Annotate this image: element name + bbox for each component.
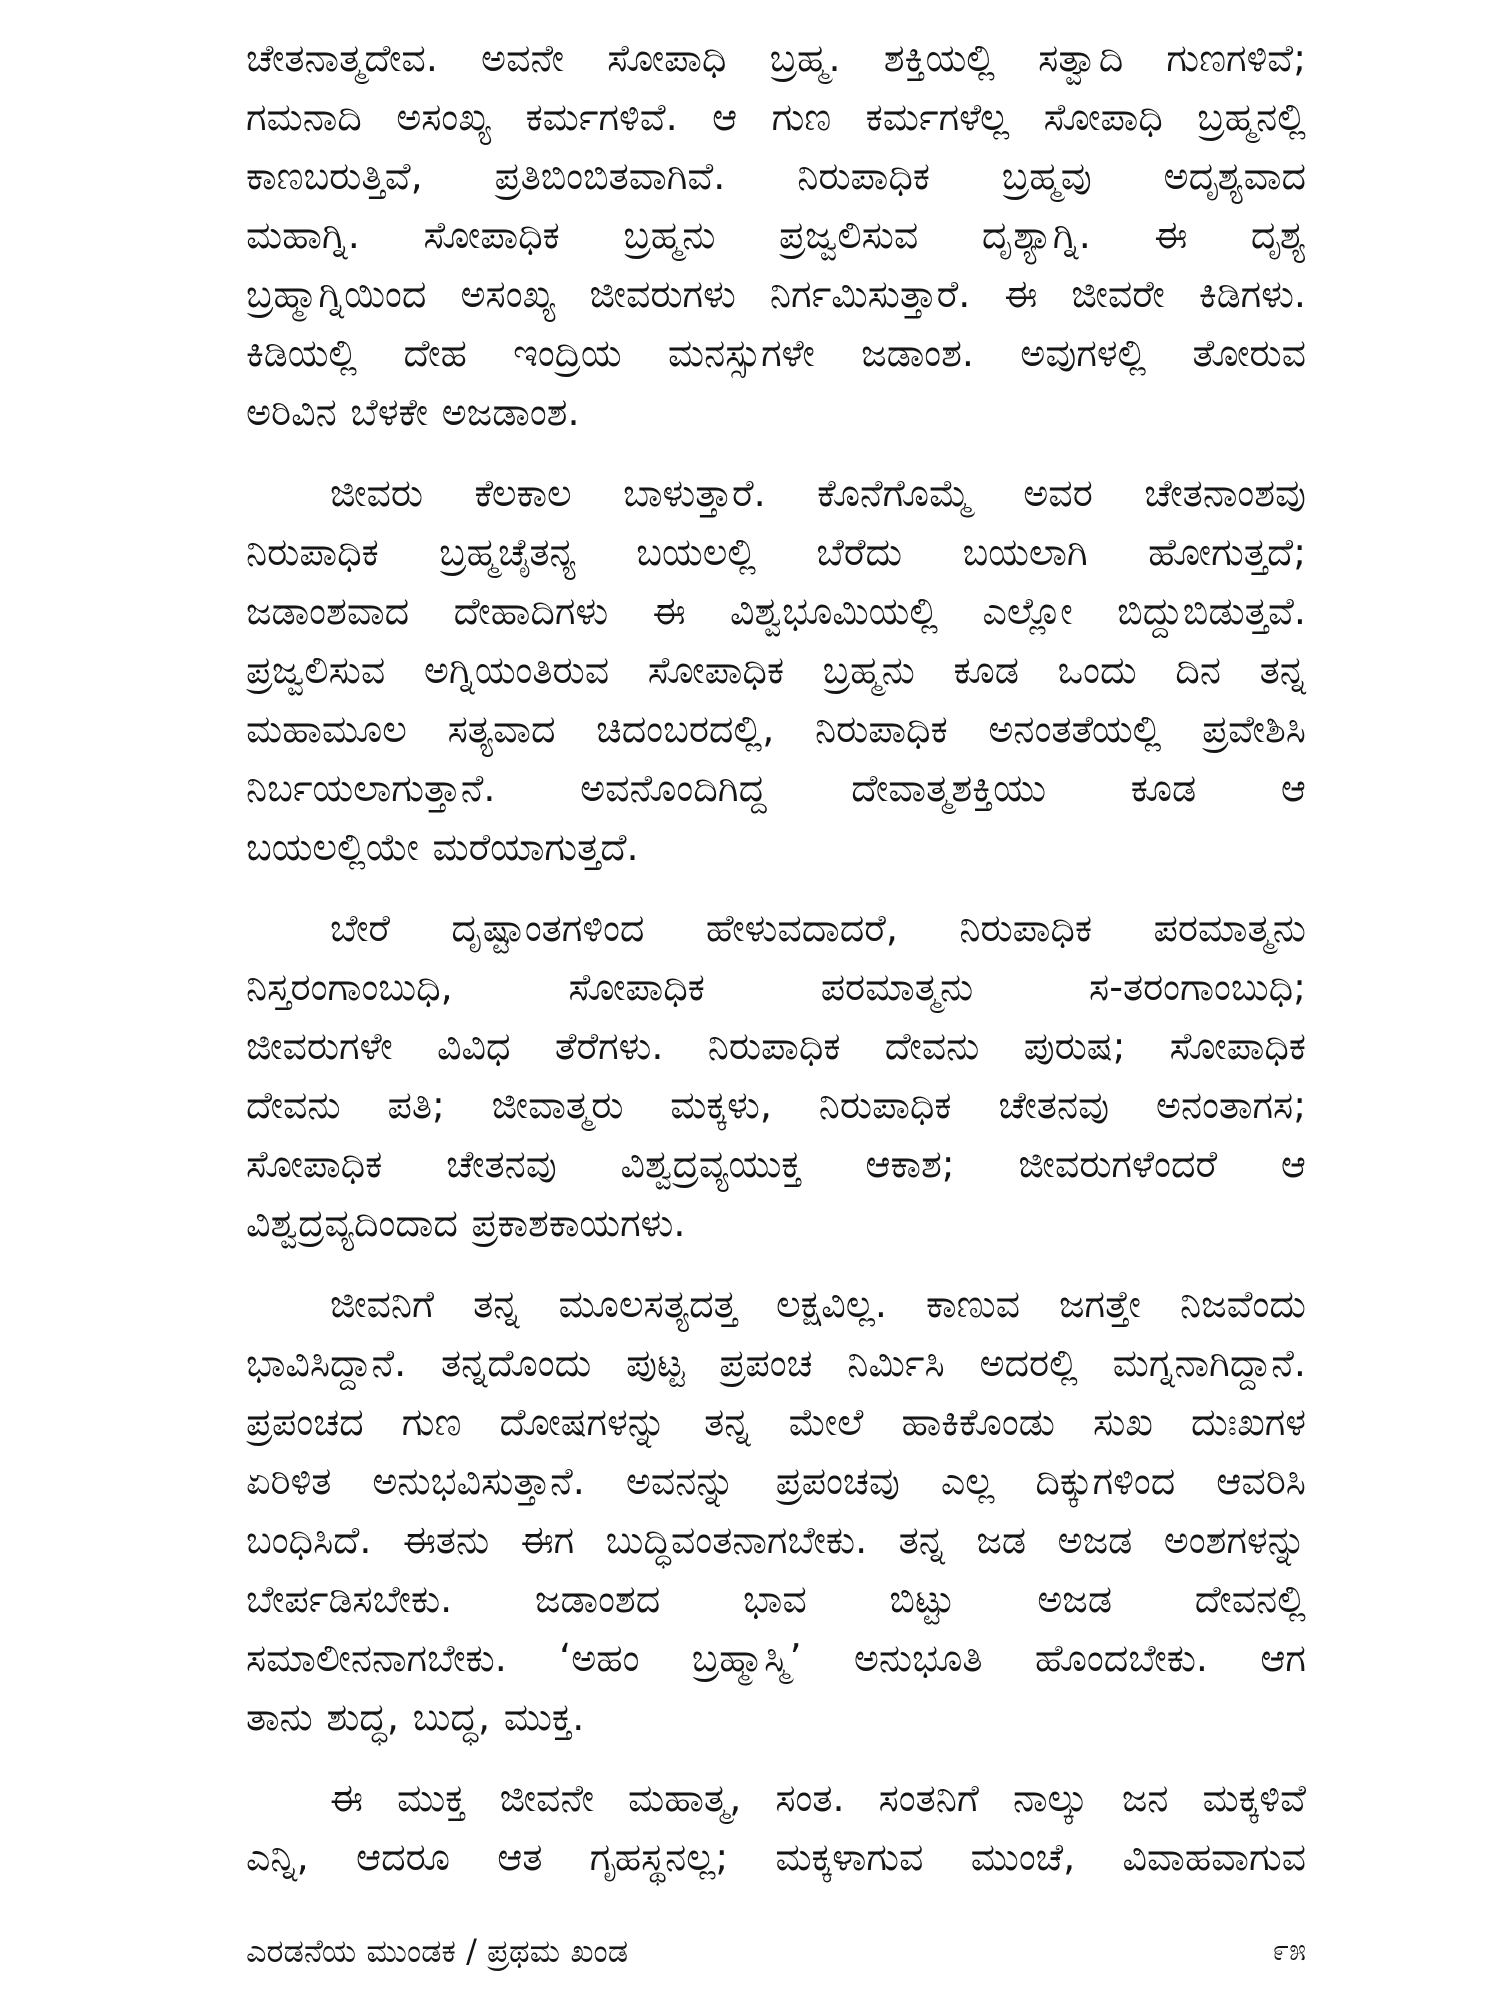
text-line: ಕಾಣಬರುತ್ತಿವೆ, ಪ್ರತಿಬಿಂಬಿತವಾಗಿವೆ. ನಿರುಪಾಧಿಕ ಬ್ರಹ್ಮವು ಅದೃಶ್ಯವಾದ xyxy=(246,154,1306,198)
page-number: ೯೫ xyxy=(1272,1933,1306,1968)
text-line: ಮಹಾಮೂಲ ಸತ್ಯವಾದ ಚಿದಂಬರದಲ್ಲಿ, ನಿರುಪಾಧಿಕ ಅನಂತತೆಯಲ್ಲಿ ಪ್ರವೇಶಿಸಿ xyxy=(246,707,1306,751)
text-line: ಜೀವನಿಗೆ ತನ್ನ ಮೂಲಸತ್ಯದತ್ತ ಲಕ್ಷವಿಲ್ಲ. ಕಾಣುವ ಜಗತ್ತೇ ನಿಜವೆಂದು xyxy=(330,1282,1306,1326)
text-line: ವಿಶ್ವದ್ರವ್ಯದಿಂದಾದ ಪ್ರಕಾಶಕಾಯಗಳು. xyxy=(246,1201,686,1245)
text-line: ಬಂಧಿಸಿದೆ. ಈತನು ಈಗ ಬುದ್ಧಿವಂತನಾಗಬೇಕು. ತನ್ನ ಜಡ ಅಜಡ ಅಂಶಗಳನ್ನು xyxy=(246,1518,1306,1562)
paragraph xyxy=(246,1275,1306,1747)
text-line: ಕಿಡಿಯಲ್ಲಿ ದೇಹ ಇಂದ್ರಿಯ ಮನಸ್ಸುಗಳೇ ಜಡಾಂಶ. ಅವುಗಳಲ್ಲಿ ತೋರುವ xyxy=(246,331,1306,375)
text-line: ಮಹಾಗ್ನಿ. ಸೋಪಾಧಿಕ ಬ್ರಹ್ಮನು ಪ್ರಜ್ವಲಿಸುವ ದೃಶ್ಯಾಗ್ನಿ. ಈ ದೃಶ್ಯ xyxy=(246,213,1306,257)
text-line: ನಿರ್ಬಯಲಾಗುತ್ತಾನೆ. ಅವನೊಂದಿಗಿದ್ದ ದೇವಾತ್ಮಶಕ್ತಿಯು ಕೂಡ ಆ xyxy=(246,766,1306,810)
text-line: ಬಯಲಲ್ಲಿಯೇ ಮರೆಯಾಗುತ್ತದೆ. xyxy=(246,825,639,869)
text-line: ಬ್ರಹ್ಮಾಗ್ನಿಯಿಂದ ಅಸಂಖ್ಯ ಜೀವರುಗಳು ನಿರ್ಗಮಿಸುತ್ತಾರೆ. ಈ ಜೀವರೇ ಕಿಡಿಗಳು. xyxy=(246,272,1306,316)
text-line: ಬೇರ್ಪಡಿಸಬೇಕು. ಜಡಾಂಶದ ಭಾವ ಬಿಟ್ಟು ಅಜಡ ದೇವನಲ್ಲಿ xyxy=(246,1577,1306,1621)
running-footer xyxy=(246,1925,1306,1977)
text-line: ತಾನು ಶುದ್ಧ, ಬುದ್ಧ, ಮುಕ್ತ. xyxy=(246,1695,585,1739)
text-line: ಪ್ರಪಂಚದ ಗುಣ ದೋಷಗಳನ್ನು ತನ್ನ ಮೇಲೆ ಹಾಕಿಕೊಂಡು ಸುಖ ದುಃಖಗಳ xyxy=(246,1400,1306,1444)
body-text xyxy=(246,29,1306,1909)
paragraph xyxy=(246,29,1306,442)
text-line: ಅರಿವಿನ ಬೆಳಕೇ ಅಜಡಾಂಶ. xyxy=(246,390,580,434)
text-line: ಸೋಪಾಧಿಕ ಚೇತನವು ವಿಶ್ವದ್ರವ್ಯಯುಕ್ತ ಆಕಾಶ; ಜೀವರುಗಳೆಂದರೆ ಆ xyxy=(246,1142,1306,1186)
text-line: ಬೇರೆ ದೃಷ್ಟಾಂತಗಳಿಂದ ಹೇಳುವದಾದರೆ, ನಿರುಪಾಧಿಕ ಪರಮಾತ್ಮನು xyxy=(330,906,1306,950)
text-line: ಪ್ರಜ್ವಲಿಸುವ ಅಗ್ನಿಯಂತಿರುವ ಸೋಪಾಧಿಕ ಬ್ರಹ್ಮನು ಕೂಡ ಒಂದು ದಿನ ತನ್ನ xyxy=(246,648,1306,692)
text-line: ಈ ಮುಕ್ತ ಜೀವನೇ ಮಹಾತ್ಮ, ಸಂತ. ಸಂತನಿಗೆ ನಾಲ್ಕು ಜನ ಮಕ್ಕಳಿವೆ xyxy=(330,1776,1306,1820)
text-line: ಏರಿಳಿತ ಅನುಭವಿಸುತ್ತಾನೆ. ಅವನನ್ನು ಪ್ರಪಂಚವು ಎಲ್ಲ ದಿಕ್ಕುಗಳಿಂದ ಆವರಿಸಿ xyxy=(246,1459,1306,1503)
text-line: ದೇವನು ಪತಿ; ಜೀವಾತ್ಮರು ಮಕ್ಕಳು, ನಿರುಪಾಧಿಕ ಚೇತನವು ಅನಂತಾಗಸ; xyxy=(246,1083,1306,1127)
paragraph xyxy=(246,1769,1306,1887)
paragraph xyxy=(246,899,1306,1253)
footer-section-title: ಎರಡನೆಯ ಮುಂಡಕ / ಪ್ರಥಮ ಖಂಡ xyxy=(246,1932,629,1970)
text-line: ಜಡಾಂಶವಾದ ದೇಹಾದಿಗಳು ಈ ವಿಶ್ವಭೂಮಿಯಲ್ಲಿ ಎಲ್ಲೋ ಬಿದ್ದುಬಿಡುತ್ತವೆ. xyxy=(246,589,1306,633)
text-line: ಎನ್ನಿ, ಆದರೂ ಆತ ಗೃಹಸ್ಥನಲ್ಲ; ಮಕ್ಕಳಾಗುವ ಮುಂಚೆ, ವಿವಾಹವಾಗುವ xyxy=(246,1835,1306,1879)
text-line: ನಿಸ್ತರಂಗಾಂಬುಧಿ, ಸೋಪಾಧಿಕ ಪರಮಾತ್ಮನು ಸ-ತರಂಗಾಂಬುಧಿ; xyxy=(246,965,1306,1009)
text-line: ಜೀವರುಗಳೇ ವಿವಿಧ ತೆರೆಗಳು. ನಿರುಪಾಧಿಕ ದೇವನು ಪುರುಷ; ಸೋಪಾಧಿಕ xyxy=(246,1024,1306,1068)
paragraph xyxy=(246,464,1306,877)
text-line: ಗಮನಾದಿ ಅಸಂಖ್ಯ ಕರ್ಮಗಳಿವೆ. ಆ ಗುಣ ಕರ್ಮಗಳೆಲ್ಲ ಸೋಪಾಧಿ ಬ್ರಹ್ಮನಲ್ಲಿ xyxy=(246,95,1306,139)
text-line: ಜೀವರು ಕೆಲಕಾಲ ಬಾಳುತ್ತಾರೆ. ಕೊನೆಗೊಮ್ಮೆ ಅವರ ಚೇತನಾಂಶವು xyxy=(330,471,1306,515)
text-line: ನಿರುಪಾಧಿಕ ಬ್ರಹ್ಮಚೈತನ್ಯ ಬಯಲಲ್ಲಿ ಬೆರೆದು ಬಯಲಾಗಿ ಹೋಗುತ್ತದೆ; xyxy=(246,530,1306,574)
text-line: ಸಮಾಲೀನನಾಗಬೇಕು. ‘ಅಹಂ ಬ್ರಹ್ಮಾಸ್ಮಿ’ ಅನುಭೂತಿ ಹೊಂದಬೇಕು. ಆಗ xyxy=(246,1636,1306,1680)
text-line: ಚೇತನಾತ್ಮದೇವ. ಅವನೇ ಸೋಪಾಧಿ ಬ್ರಹ್ಮ. ಶಕ್ತಿಯಲ್ಲಿ ಸತ್ವಾದಿ ಗುಣಗಳಿವೆ; xyxy=(246,36,1306,80)
text-line: ಭಾವಿಸಿದ್ದಾನೆ. ತನ್ನದೊಂದು ಪುಟ್ಟ ಪ್ರಪಂಚ ನಿರ್ಮಿಸಿ ಅದರಲ್ಲಿ ಮಗ್ನನಾಗಿದ್ದಾನೆ. xyxy=(246,1341,1306,1385)
